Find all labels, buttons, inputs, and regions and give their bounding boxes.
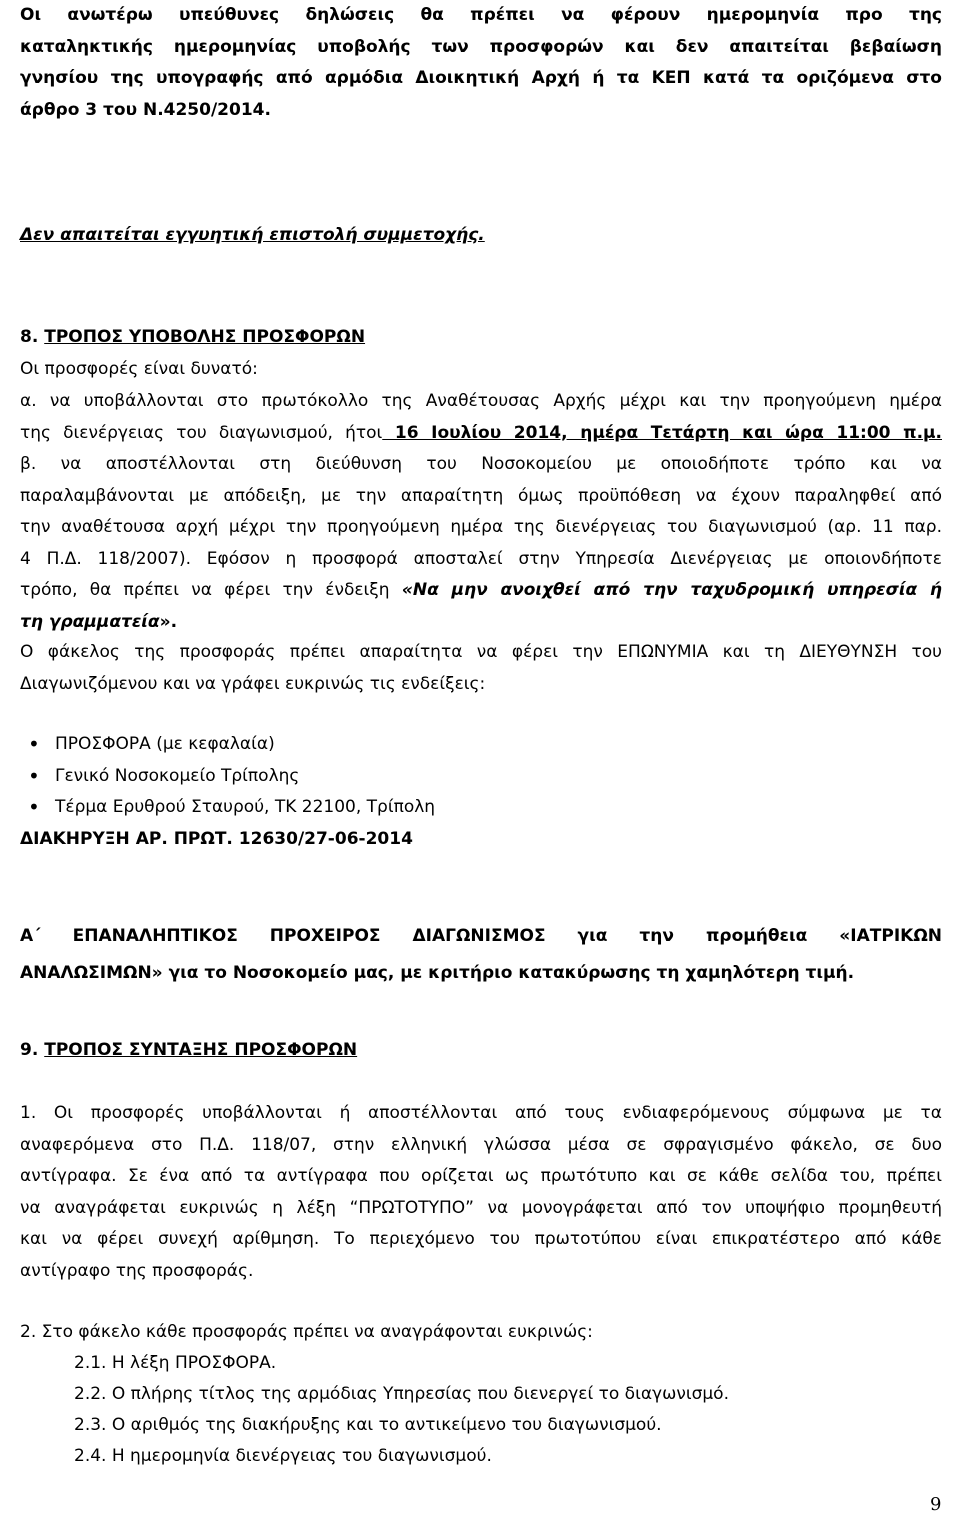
envelope-line: Ο φάκελος της προσφοράς πρέπει απαραίτητα να φέρει την ΕΠΩΝΥΜΙΑ και τη ΔΙΕΥΘΥΝΣΗ του <box>20 642 942 662</box>
tender-line: Α΄ ΕΠΑΝΑΛΗΠΤΙΚΟΣ ΠΡΟΧΕΙΡΟΣ ΔΙΑΓΩΝΙΣΜΟΣ για την προμήθεια «ΙΑΤΡΙΚΩΝ <box>20 926 942 946</box>
list-item: • Τέρμα Ερυθρού Σταυρού, ΤΚ 22100, Τρίπολη <box>20 792 920 824</box>
paragraph-line: και να φέρει συνεχή αρίθμηση. Το περιεχόμενο του πρωτοτύπου είναι επικρατέστερο από κάθε <box>20 1229 942 1249</box>
section-9-title: ΤΡΟΠΟΣ ΣΥΝΤΑΞΗΣ ΠΡΟΣΦΟΡΩΝ <box>44 1040 358 1060</box>
intro-line: άρθρο 3 του Ν.4250/2014. <box>20 99 271 120</box>
declaration-number: ΔΙΑΚΗΡΥΞΗ ΑΡ. ΠΡΩΤ. 12630/27-06-2014 <box>20 829 413 849</box>
section-8-heading <box>20 322 942 354</box>
subitem-2-3: 2.3. Ο αριθμός της διακήρυξης και το αντικείμενο του διαγωνισμού. <box>74 1415 662 1435</box>
option-b-line: 4 Π.Δ. 118/2007). Εφόσον η προσφορά αποσταλεί στην Υπηρεσία Διενέργειας με οποιονδήποτε <box>20 548 942 569</box>
paragraph-line: 1. Οι προσφορές υποβάλλονται ή αποστέλλονται από τους ενδιαφερόμενους σύμφωνα με τα <box>20 1103 942 1123</box>
envelope-paragraph <box>20 637 942 700</box>
intro-paragraph <box>20 0 942 126</box>
option-b-line: β. να αποστέλλονται στη διεύθυνση του Νοσοκομείου με οποιοδήποτε τρόπο και να <box>20 454 942 474</box>
envelope-line: Διαγωνιζόμενου και να γράφει ευκρινώς τις ενδείξεις: <box>20 673 486 694</box>
page-number: 9 <box>930 1494 942 1515</box>
option-b-line: την αναθέτουσα αρχή μέχρι την προηγούμενη ημέρα της διενέργειας του διαγωνισμού (αρ. 11 παρ. <box>20 517 942 537</box>
subitem-2-2: 2.2. Ο πλήρης τίτλος της αρμόδιας Υπηρεσίας που διενεργεί το διαγωνισμό. <box>74 1384 729 1404</box>
subitem-2-4: 2.4. Η ημερομηνία διενέργειας του διαγωνισμού. <box>74 1446 492 1466</box>
no-guarantee-note: Δεν απαιτείται εγγυητική επιστολή συμμετοχής. <box>20 225 485 245</box>
option-b-line <box>20 575 942 607</box>
intro-line: καταληκτικής ημερομηνίας υποβολής των προσφορών και δεν απαιτείται βεβαίωση <box>20 36 942 57</box>
paragraph-line: αναφερόμενα στο Π.Δ. 118/07, στην ελληνική γλώσσα μέσα σε σφραγισμένο φάκελο, σε δυο <box>20 1134 942 1155</box>
option-b-paragraph <box>20 449 942 638</box>
section-9-heading <box>20 1035 942 1067</box>
list-item: • ΠΡΟΣΦΟΡΑ (με κεφαλαία) <box>20 729 920 761</box>
subitem-2-1: 2.1. Η λέξη ΠΡΟΣΦΟΡΑ. <box>74 1353 277 1373</box>
option-b-text: τρόπο, θα πρέπει να φέρει την ένδειξη <box>20 580 390 600</box>
section-8-subtitle: Οι προσφορές είναι δυνατό: <box>20 359 258 379</box>
option-a-paragraph <box>20 386 942 449</box>
tender-paragraph <box>20 918 942 992</box>
option-a-line <box>20 418 942 450</box>
option-a-line: α. να υποβάλλονται στο πρωτόκολλο της Αναθέτουσας Αρχής μέχρι και την προηγούμενη ημέρα <box>20 391 942 411</box>
option-b-line: παραλαμβάνονται με απόδειξη, με την απαραίτητη όμως προϋπόθεση να έχουν παραληφθεί από <box>20 485 942 506</box>
envelope-labels-list <box>20 729 920 824</box>
section-9-number: 9. <box>20 1040 39 1060</box>
paragraph-line: αντίγραφα. Σε ένα από τα αντίγραφα που ορίζεται ως πρωτότυπο και σε κάθε σελίδα του, πρέπει <box>20 1166 942 1186</box>
option-a-text: της διενέργειας του διαγωνισμού, ήτοι <box>20 422 383 443</box>
mail-notice: «Να μην ανοιχθεί από την ταχυδρομική υπηρεσία ή <box>401 580 943 600</box>
section-9-paragraph-2: 2. Στο φάκελο κάθε προσφοράς πρέπει να αναγράφονται ευκρινώς: <box>20 1322 593 1342</box>
section-8-title: ΤΡΟΠΟΣ ΥΠΟΒΟΛΗΣ ΠΡΟΣΦΟΡΩΝ <box>44 327 366 347</box>
intro-line: Οι ανωτέρω υπεύθυνες δηλώσεις θα πρέπει να φέρουν ημερομηνία προ της <box>20 5 942 25</box>
list-item: • Γενικό Νοσοκομείο Τρίπολης <box>20 761 920 793</box>
deadline-date: 16 Ιουλίου 2014, ημέρα Τετάρτη και ώρα 11:00 π.μ. <box>382 422 942 443</box>
tender-line: ΑΝΑΛΩΣΙΜΩΝ» για το Νοσοκομείο μας, με κριτήριο κατακύρωσης τη χαμηλότερη τιμή. <box>20 963 855 983</box>
section-8-number: 8. <box>20 327 39 347</box>
paragraph-line: αντίγραφο της προσφοράς. <box>20 1260 254 1281</box>
mail-notice-close: ». <box>159 611 178 632</box>
paragraph-line: να αναγράφεται ευκρινώς η λέξη “ΠΡΩΤΟΤΥΠΟ” να μονογράφεται από τον υποψήφιο προμηθευτή <box>20 1197 942 1218</box>
option-b-line <box>20 607 942 639</box>
section-9-paragraph-1 <box>20 1098 942 1287</box>
mail-notice-end: τη γραμματεία <box>20 611 160 632</box>
intro-line: γνησίου της υπογραφής από αρμόδια Διοικητική Αρχή ή τα ΚΕΠ κατά τα οριζόμενα στο <box>20 68 942 88</box>
